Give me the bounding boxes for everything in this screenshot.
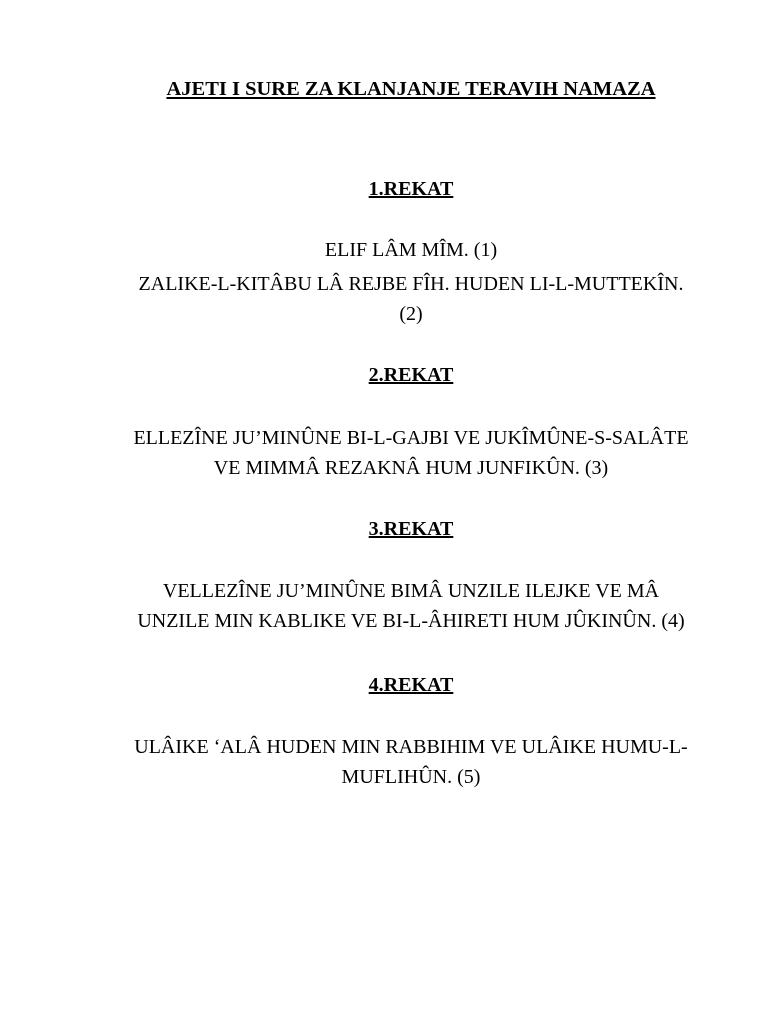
verse-line: MUFLIHÛN. (5) [341,766,481,788]
verse-line: ELLEZÎNE JU’MINÛNE BI-L-GAJBI VE JUKÎMÛNE-S-SALÂTE [133,427,689,449]
section-heading-1: 1.REKAT [368,178,454,200]
document-title: AJETI I SURE ZA KLANJANJE TERAVIH NAMAZA [166,78,656,100]
verse-line: (2) [399,303,423,325]
verse-line: VE MIMMÂ REZAKNÂ HUM JUNFIKÛN. (3) [213,457,609,479]
verse-line: UNZILE MIN KABLIKE VE BI-L-ÂHIRETI HUM JÛKINÛN. (4) [137,610,685,632]
section-heading-4: 4.REKAT [368,674,454,696]
verse-line: ULÂIKE ‘ALÂ HUDEN MIN RABBIHIM VE ULÂIKE HUMU-L- [134,736,688,758]
section-heading-2: 2.REKAT [368,364,454,386]
section-heading-3: 3.REKAT [368,518,454,540]
verse-line: ELIF LÂM MÎM. (1) [324,239,498,261]
verse-line: VELLEZÎNE JU’MINÛNE BIMÂ UNZILE ILEJKE VE MÂ [162,580,660,602]
verse-line: ZALIKE-L-KITÂBU LÂ REJBE FÎH. HUDEN LI-L-MUTTEKÎN. [138,273,684,295]
